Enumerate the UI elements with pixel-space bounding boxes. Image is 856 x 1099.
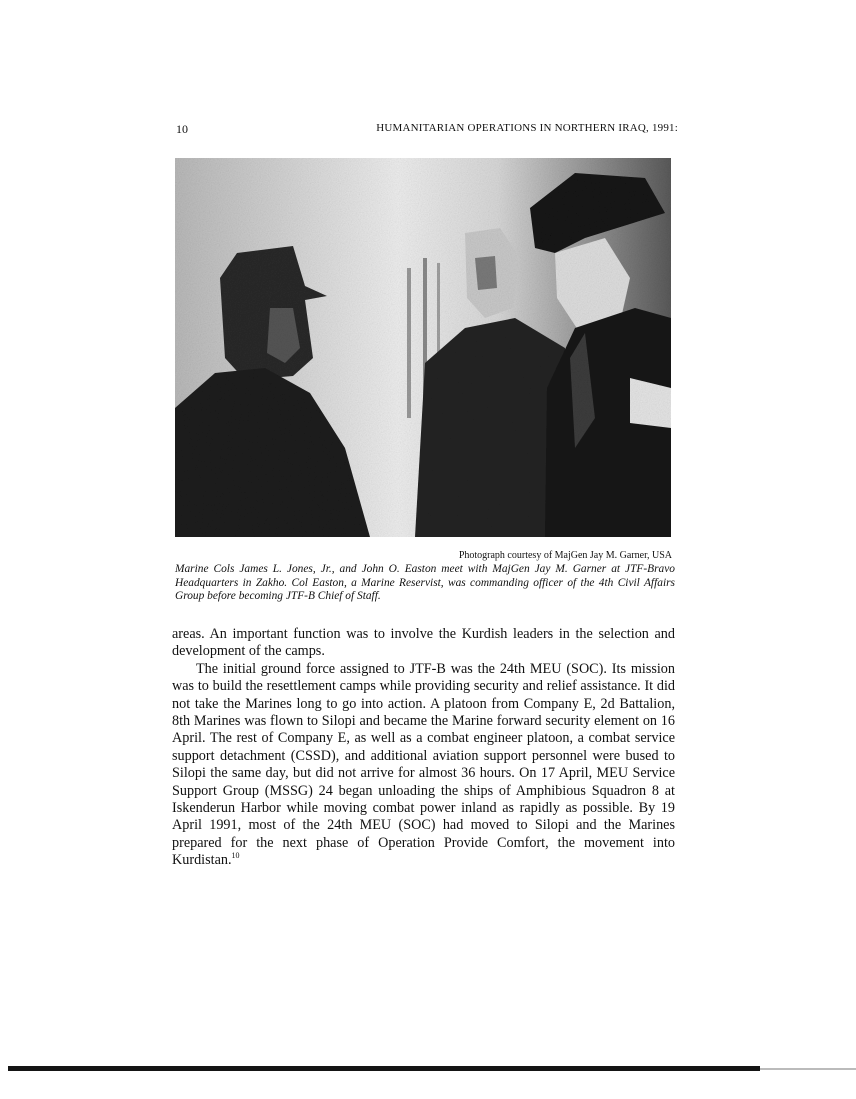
page-bottom-rule [8, 1066, 760, 1071]
footnote-reference: 10 [231, 851, 240, 861]
paragraph-text: The initial ground force assigned to JTF-B was the 24th MEU (SOC). Its mission was to build the resettlement camps while providing security and relief assistance. It did not take the Marines long to go into action. A platoon from Company E, 2d Battalion, 8th Marines was flown to Silopi and became the Marine forward security element on 16 April. The rest of Company E, as well as a combat engineer platoon, a combat service support detachment (CSSD), and additional aviation support personnel were bused to Silopi the same day, but did not arrive for almost 36 hours. On 17 April, MEU Service Support Group (MSSG) 24 began unloading the ships of Amphibious Squadron 8 at Iskenderun Harbor while moving combat power inland as rapidly as possible. By 19 April 1991, most of the 24th MEU (SOC) had moved to Silopi and the Marines prepared for the next phase of Operation Provide Comfort, the movement into Kurdistan. [172, 660, 675, 869]
paragraph [172, 661, 675, 870]
photo-credit: Photograph courtesy of MajGen Jay M. Garner, USA [458, 550, 672, 561]
photograph [175, 158, 671, 537]
running-head: HUMANITARIAN OPERATIONS IN NORTHERN IRAQ, 1991: [376, 122, 678, 134]
figure-caption: Marine Cols James L. Jones, Jr., and John O. Easton meet with MajGen Jay M. Garner at JTF-Bravo Headquarters in Zakho. Col Easton, a Marine Reservist, was commanding officer of the 4th Civil Affairs Group before becoming JTF-B Chief of Staff. [175, 563, 675, 602]
body-text [172, 626, 675, 870]
paragraph: areas. An important function was to involve the Kurdish leaders in the selection and development of the camps. [172, 626, 675, 660]
photo-illustration [175, 158, 671, 537]
page-bottom-rule-extension [760, 1068, 856, 1070]
page-number: 10 [176, 122, 188, 136]
